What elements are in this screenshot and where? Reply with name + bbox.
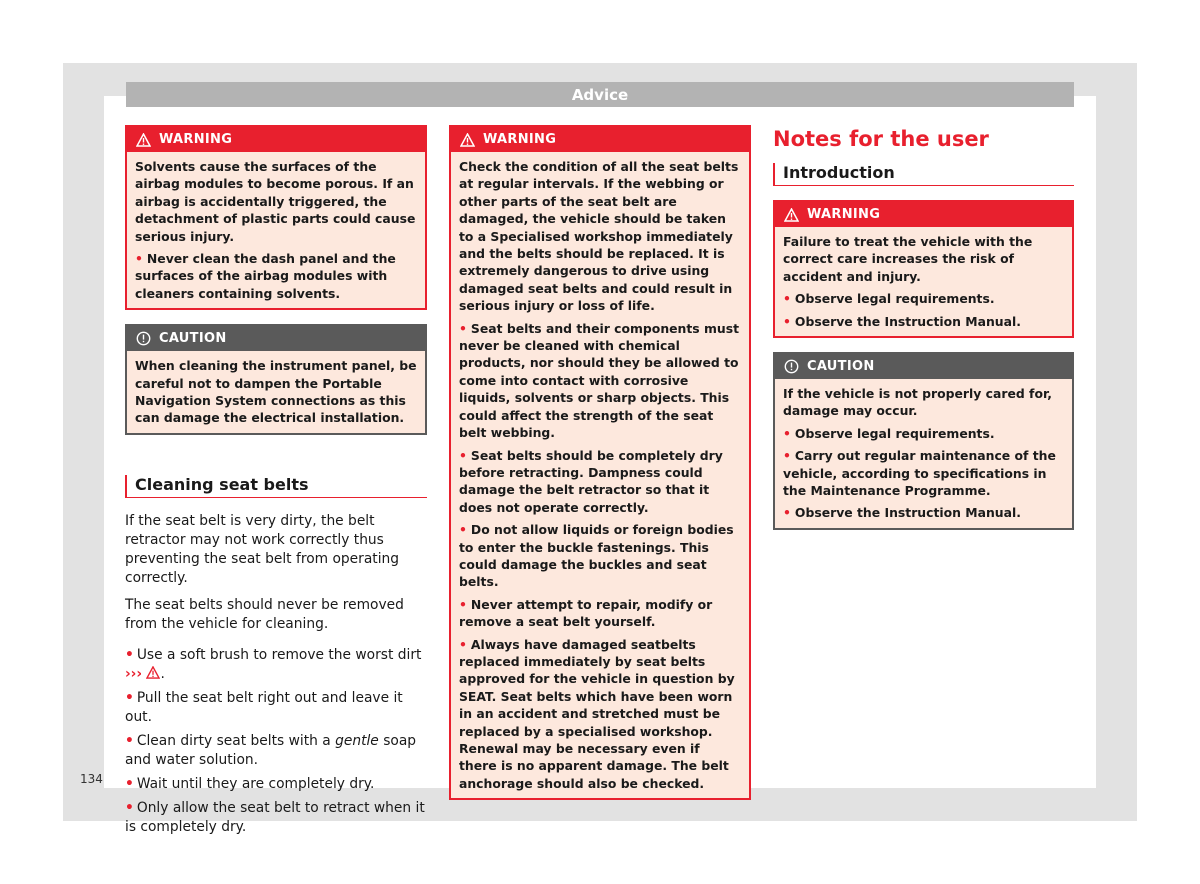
column-middle [449, 125, 751, 814]
warning-bullet: • Always have damaged seatbelts replaced immediately by seat belts approved for the vehicle in question by SEAT. Seat belts which have been worn in an accident and stretched must be replaced by a specialised workshop. Renewal may be necessary even if there is no apparent damage. The belt anchorage should also be checked. [459, 636, 735, 791]
caution-text: When cleaning the instrument panel, be careful not to dampen the Portable Navigation System connections as this can damage the electrical installation. [135, 358, 417, 426]
warning-bullet: • Seat belts should be completely dry before retracting. Dampness could damage the belt retractor so that it does not operate correctly. [459, 447, 723, 515]
list-item: • Pull the seat belt right out and leave it out. [125, 689, 403, 725]
warning-bullet: • Never attempt to repair, modify or remove a seat belt yourself. [459, 596, 713, 630]
warning-body [127, 152, 425, 308]
warning-bullet: • Observe the Instruction Manual. [783, 313, 1021, 329]
paragraph: The seat belts should never be removed from the vehicle for cleaning. [125, 596, 404, 632]
caution-bullet: • Observe the Instruction Manual. [783, 505, 1021, 521]
caution-box-instrument-panel [125, 324, 427, 435]
subsection-heading-introduction: Introduction [773, 163, 1074, 186]
warning-bullet: • Observe legal requirements. [783, 291, 995, 307]
warning-bullet: • Do not allow liquids or foreign bodies to enter the buckle fastenings. This could damage the buckles and seat belts. [459, 522, 734, 590]
caution-circle-icon [136, 331, 151, 346]
caution-box-damage [773, 352, 1074, 530]
caution-header [775, 354, 1072, 379]
warning-bullet: • Seat belts and their components must never be cleaned with chemical products, nor should they be allowed to come into contact with corrosive liquids, solvents or sharp objects. This could affect the strength of the seat belt webbing. [459, 320, 740, 441]
caution-body [775, 379, 1072, 528]
caution-bullet: • Observe legal requirements. [783, 425, 995, 441]
caution-label: CAUTION [159, 330, 227, 346]
column-right [773, 125, 1074, 544]
caution-circle-icon [784, 359, 799, 374]
section-heading-notes: Notes for the user [773, 127, 989, 151]
warning-label: WARNING [483, 131, 557, 147]
warning-box-airbag [125, 125, 427, 310]
warning-triangle-icon [460, 133, 475, 147]
warning-text: Failure to treat the vehicle with the correct care increases the risk of accident and injury. [783, 234, 1033, 284]
warning-header [127, 127, 425, 152]
page-number: 134 [80, 772, 103, 786]
warning-triangle-icon [146, 666, 160, 679]
caution-bullet: • Carry out regular maintenance of the vehicle, according to specifications in the Maintenance Programme. [783, 448, 1056, 499]
caution-text: If the vehicle is not properly cared for, damage may occur. [783, 386, 1052, 419]
warning-triangle-icon [136, 133, 151, 147]
paragraph: If the seat belt is very dirty, the belt retractor may not work correctly thus preventing the seat belt from operating correctly. [125, 512, 400, 586]
warning-box-seat-belts [449, 125, 751, 800]
warning-text: Check the condition of all the seat belts at regular intervals. If the webbing or other parts of the seat belt are damaged, the vehicle should be taken to a Specialised workshop immediately and the belts should be replaced. It is extremely dangerous to drive using damaged seat belts and could result in serious injury or loss of life. [459, 159, 739, 314]
caution-header [127, 326, 425, 351]
section-title-cleaning-seat-belts: Cleaning seat belts [125, 475, 427, 498]
warning-text: Solvents cause the surfaces of the airbag modules to become porous. If an airbag is accidentally triggered, the detachment of plastic parts could cause serious injury. [135, 159, 416, 244]
warning-header [451, 127, 749, 152]
list-item: • Use a soft brush to remove the worst dirt ››› . [125, 646, 422, 682]
warning-bullet: • Never clean the dash panel and the surfaces of the airbag modules with cleaners containing solvents. [135, 251, 396, 301]
caution-label: CAUTION [807, 358, 875, 374]
warning-body [451, 152, 749, 798]
warning-label: WARNING [807, 206, 881, 222]
chapter-header: Advice [126, 82, 1074, 107]
warning-header [775, 202, 1072, 227]
warning-body [775, 227, 1072, 336]
warning-triangle-icon [784, 208, 799, 222]
warning-label: WARNING [159, 131, 233, 147]
list-item: • Wait until they are completely dry. [125, 775, 375, 792]
list-item: • Only allow the seat belt to retract when it is completely dry. [125, 799, 425, 835]
list-item: • Clean dirty seat belts with a gentle soap and water solution. [125, 732, 417, 768]
caution-body [127, 351, 425, 433]
cross-reference-arrows[interactable]: ››› [125, 665, 143, 682]
warning-box-care [773, 200, 1074, 338]
column-left [125, 125, 427, 842]
